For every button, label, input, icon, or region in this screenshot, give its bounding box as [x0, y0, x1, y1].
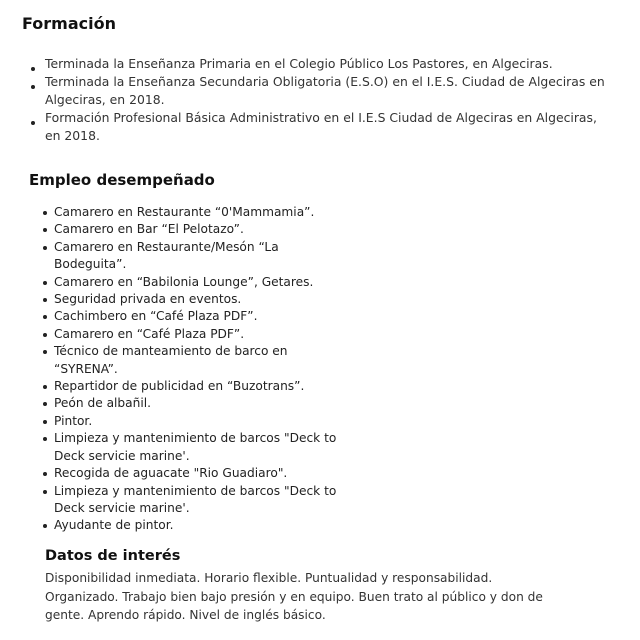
list-item: Terminada la Enseñanza Primaria en el Colegio Público Los Pastores, en Algeciras.	[45, 55, 615, 73]
list-item: Ayudante de pintor.	[54, 517, 354, 534]
formacion-heading: Formación	[22, 14, 116, 33]
list-item: Pintor.	[54, 413, 354, 430]
list-item: Cachimbero en “Café Plaza PDF”.	[54, 308, 354, 325]
list-item: Camarero en Restaurante “0'Mammamia”.	[54, 204, 354, 221]
list-item: Técnico de manteamiento de barco en “SYRENA”.	[54, 343, 354, 378]
list-item: Camarero en Restaurante/Mesón “La Bodeguita”.	[54, 239, 354, 274]
list-item: Formación Profesional Básica Administrativo en el I.E.S Ciudad de Algeciras en Algeciras, en 2018.	[45, 109, 615, 145]
formacion-list	[45, 55, 615, 145]
list-item: Recogida de aguacate "Rio Guadiaro".	[54, 465, 354, 482]
list-item: Camarero en “Café Plaza PDF”.	[54, 326, 354, 343]
empleo-heading: Empleo desempeñado	[29, 171, 215, 189]
list-item: Terminada la Enseñanza Secundaria Obligatoria (E.S.O) en el I.E.S. Ciudad de Algeciras en Algeciras, en 2018.	[45, 73, 615, 109]
list-item: Camarero en Bar “El Pelotazo”.	[54, 221, 354, 238]
list-item: Peón de albañil.	[54, 395, 354, 412]
list-item: Limpieza y mantenimiento de barcos "Deck to Deck servicie marine'.	[54, 430, 354, 465]
list-item: Limpieza y mantenimiento de barcos "Deck to Deck servicie marine'.	[54, 483, 354, 518]
list-item: Repartidor de publicidad en “Buzotrans”.	[54, 378, 354, 395]
list-item: Camarero en “Babilonia Lounge”, Getares.	[54, 274, 354, 291]
datos-paragraph: Disponibilidad inmediata. Horario flexible. Puntualidad y responsabilidad. Organizado. Trabajo bien bajo presión y en equipo. Buen trato al público y don de gente. Aprendo rápido. Nivel de inglés básico.	[45, 571, 543, 622]
empleo-list	[54, 204, 354, 535]
list-item: Seguridad privada en eventos.	[54, 291, 354, 308]
datos-heading: Datos de interés	[45, 548, 181, 564]
